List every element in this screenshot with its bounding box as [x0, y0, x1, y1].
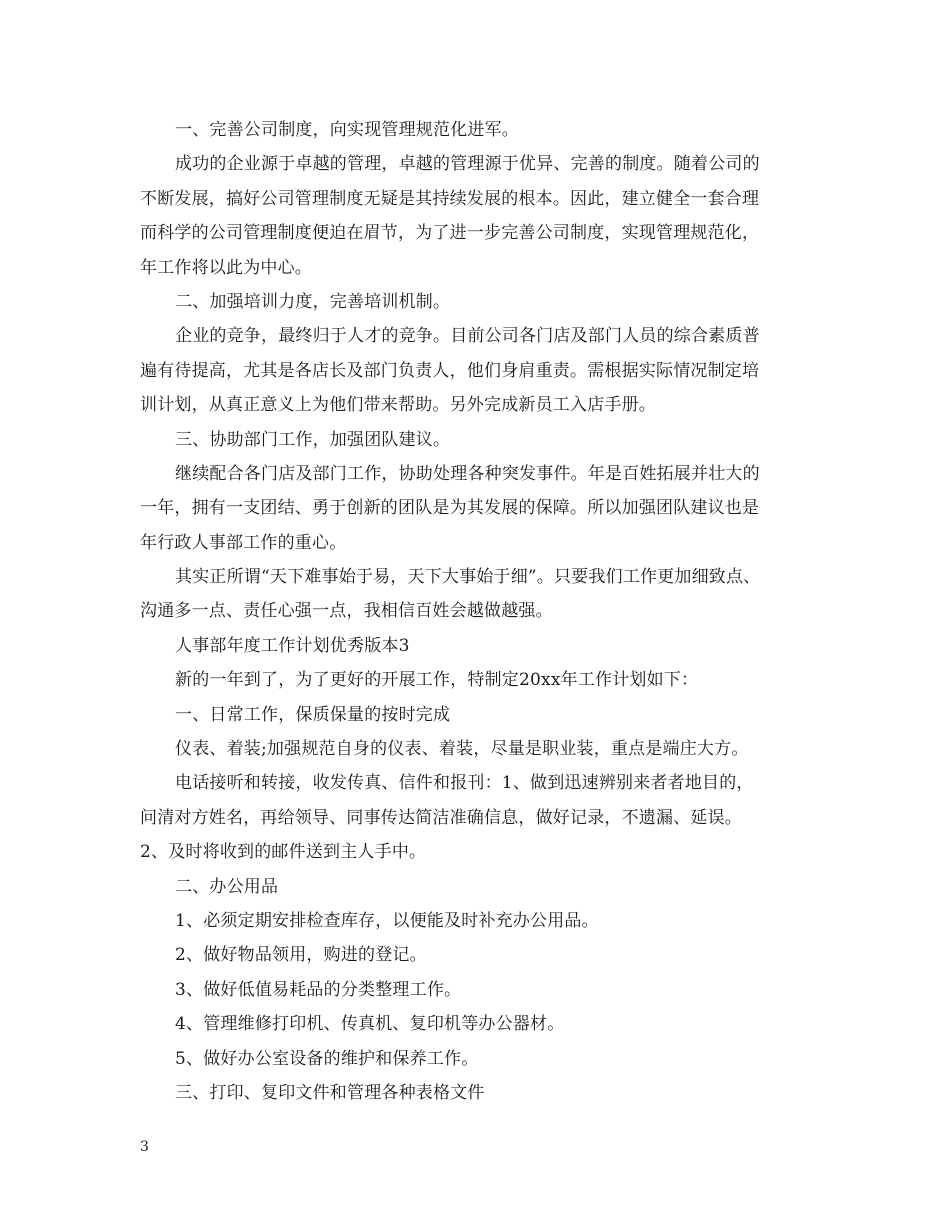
text-line: 企业的竞争，最终归于人才的竞争。目前公司各门店及部门人员的综合素质普: [175, 326, 760, 347]
text-line: 年行政人事部工作的重心。: [140, 532, 347, 553]
document-body: [140, 113, 830, 1110]
text-line: 三、打印、复印文件和管理各种表格文件: [175, 1082, 485, 1103]
text-line: 成功的企业源于卓越的管理，卓越的管理源于优异、完善的制度。随着公司的: [175, 154, 760, 175]
text-line: 1、必须定期安排检查库存，以便能及时补充办公用品。: [175, 910, 599, 931]
text-line: 遍有待提高，尤其是各店长及部门负责人，他们身肩重责。需根据实际情况制定培: [140, 360, 760, 381]
text-line: 人事部年度工作计划优秀版本3: [175, 635, 410, 656]
text-line: 问清对方姓名，再给领导、同事传达简洁准确信息，做好记录，不遗漏、延误。: [140, 807, 742, 828]
text-line: 训计划，从真正意义上为他们带来帮助。另外完成新员工入店手册。: [140, 395, 656, 416]
text-line: 2、做好物品领用，购进的登记。: [175, 945, 427, 966]
text-line: 一年，拥有一支团结、勇于创新的团队是为其发展的保障。所以加强团队建议也是: [140, 498, 760, 519]
page-number: 3: [140, 1139, 149, 1155]
text-line: 继续配合各门店及部门工作，协助处理各种突发事件。年是百姓拓展并壮大的: [175, 463, 760, 484]
text-line: 新的一年到了，为了更好的开展工作，特制定20xx年工作计划如下：: [175, 670, 699, 691]
text-line: 不断发展，搞好公司管理制度无疑是其持续发展的根本。因此，建立健全一套合理: [140, 188, 760, 209]
text-line: 一、完善公司制度，向实现管理规范化进军。: [175, 120, 519, 140]
text-line: 仪表、着装;加强规范自身的仪表、着装，尽量是职业装，重点是端庄大方。: [175, 739, 749, 760]
text-line: 三、协助部门工作，加强团队建议。: [175, 429, 451, 450]
text-line: 2、及时将收到的邮件送到主人手中。: [140, 842, 427, 863]
text-line: 3、做好低值易耗品的分类整理工作。: [175, 979, 462, 1000]
text-line: 一、日常工作，保质保量的按时完成: [175, 704, 451, 725]
text-line: 5、做好办公室设备的维护和保养工作。: [175, 1048, 479, 1069]
text-line: 沟通多一点、责任心强一点，我相信百姓会越做越强。: [140, 601, 553, 622]
text-line: 其实正所谓“天下难事始于易，天下大事始于细”。只要我们工作更加细致点、: [175, 567, 761, 588]
text-line: 二、加强培训力度，完善培训机制。: [175, 291, 451, 312]
text-line: 4、管理维修打印机、传真机、复印机等办公器材。: [175, 1014, 565, 1035]
text-line: 而科学的公司管理制度便迫在眉节，为了进一步完善公司制度，实现管理规范化，: [140, 223, 760, 244]
text-line: 电话接听和转接，收发传真、信件和报刊：1、做到迅速辨别来者者地目的，: [175, 773, 754, 794]
text-line: 二、办公用品: [175, 876, 279, 897]
text-line: 年工作将以此为中心。: [140, 257, 312, 278]
